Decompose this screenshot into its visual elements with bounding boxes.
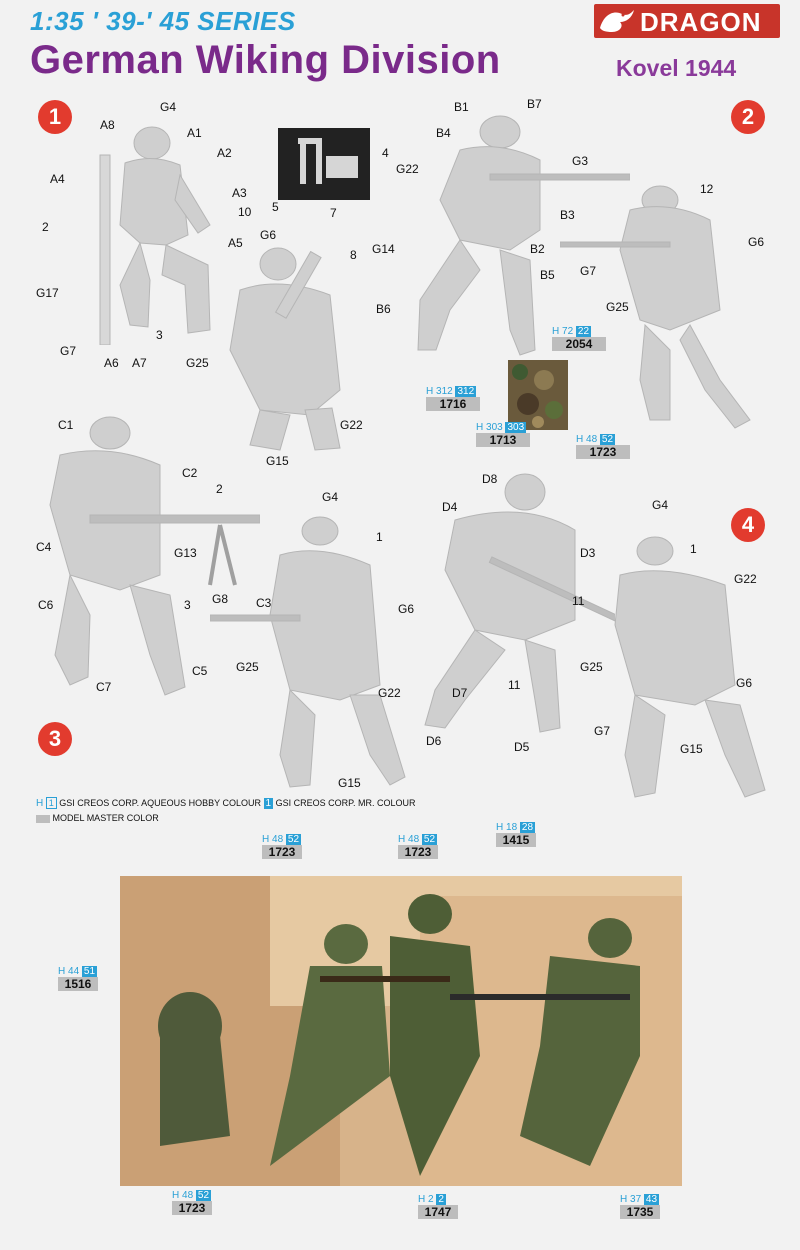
camo-swatch [508,360,568,430]
figure-2b-sculpture [560,180,770,430]
part-label: G25 [580,660,603,674]
part-label: G14 [372,242,395,256]
part-label: G22 [378,686,401,700]
part-label: G22 [340,418,363,432]
part-label: 1 [690,542,697,556]
paint-code-camo-2: H 312 312 1716 [426,386,480,411]
part-label: G25 [186,356,209,370]
part-label: B6 [376,302,391,316]
part-label: G22 [396,162,419,176]
part-label: A6 [104,356,119,370]
part-label: 7 [330,206,337,220]
part-label: C5 [192,664,208,678]
figure-number-3: 3 [38,722,72,756]
part-label: G4 [160,100,177,114]
part-label: G17 [36,286,59,300]
part-label: C2 [182,466,198,480]
paint-code-box-2: H 48 52 1723 [398,834,438,859]
paint-code-camo-1: H 72 22 2054 [552,326,606,351]
part-label: G13 [174,546,197,560]
part-label: G6 [260,228,277,242]
part-label: D6 [426,734,442,748]
part-label: B7 [527,97,542,111]
part-label: 2 [216,482,223,496]
part-label: G4 [652,498,669,512]
part-label: B3 [560,208,575,222]
page-subtitle: Kovel 1944 [616,55,737,81]
part-label: 2 [42,220,49,234]
part-label: 5 [272,200,279,214]
part-label: 8 [350,248,357,262]
paint-code-box-5: H 48 52 1723 [172,1190,212,1215]
parts-sprue-photo [278,128,370,200]
part-label: 10 [238,205,252,219]
part-label: B4 [436,126,451,140]
part-label: G15 [266,454,289,468]
figure-number-1: 1 [38,100,72,134]
legend-row-model-master: MODEL MASTER COLOR [36,813,159,823]
part-label: B2 [530,242,545,256]
figure-number-4: 4 [731,508,765,542]
part-label: A5 [228,236,243,250]
part-label: D5 [514,740,530,754]
part-label: A4 [50,172,65,186]
part-label: D3 [580,546,596,560]
part-label: 3 [156,328,163,342]
part-label: G25 [606,300,629,314]
paint-code-box-3: H 18 28 1415 [496,822,536,847]
part-label: G15 [338,776,361,790]
figure-c-sculpture [210,515,410,790]
paint-code-camo-3: H 303 303 1713 [476,422,530,447]
part-label: 11 [572,594,585,608]
paint-code-box-6: H 2 2 1747 [418,1194,458,1219]
part-label: D4 [442,500,458,514]
part-label: G22 [734,572,757,586]
page-title: German Wiking Division [30,38,501,82]
part-label: B5 [540,268,555,282]
part-label: 12 [700,182,714,196]
part-label: A1 [187,126,202,140]
legend-row-hobby-colour: H 1 GSI CREOS CORP. AQUEOUS HOBBY COLOUR 1 GSI CREOS CORP. MR. COLOUR [36,798,416,809]
part-label: C3 [256,596,272,610]
dragon-icon [596,6,636,36]
part-label: C1 [58,418,74,432]
series-label: 1:35 ' 39-' 45 SERIES [30,6,296,36]
part-label: 3 [184,598,191,612]
part-label: A7 [132,356,147,370]
paint-code-box-4: H 44 51 1516 [58,966,98,991]
part-label: C4 [36,540,52,554]
figure-number-2: 2 [731,100,765,134]
part-label: G6 [398,602,415,616]
part-label: G6 [748,235,765,249]
part-label: G7 [580,264,597,278]
part-label: A2 [217,146,232,160]
part-label: G6 [736,676,753,690]
part-label: G3 [572,154,589,168]
part-label: G8 [212,592,229,606]
part-label: A8 [100,118,115,132]
paint-code-camo-4: H 48 52 1723 [576,434,630,459]
box-art-painting [120,876,682,1186]
part-label: G15 [680,742,703,756]
part-label: 11 [508,678,521,692]
part-label: 1 [376,530,383,544]
paint-code-box-1: H 48 52 1723 [262,834,302,859]
part-label: A3 [232,186,247,200]
figure-1-sculpture [70,115,230,345]
part-label: C6 [38,598,54,612]
part-label: B1 [454,100,469,114]
part-label: 4 [382,146,389,160]
part-label: C7 [96,680,112,694]
brand-name: DRAGON [640,7,762,37]
paint-code-box-7: H 37 43 1735 [620,1194,660,1219]
part-label: G7 [594,724,611,738]
part-label: G4 [322,490,339,504]
part-label: G7 [60,344,77,358]
part-label: G25 [236,660,259,674]
part-label: D7 [452,686,468,700]
part-label: D8 [482,472,498,486]
